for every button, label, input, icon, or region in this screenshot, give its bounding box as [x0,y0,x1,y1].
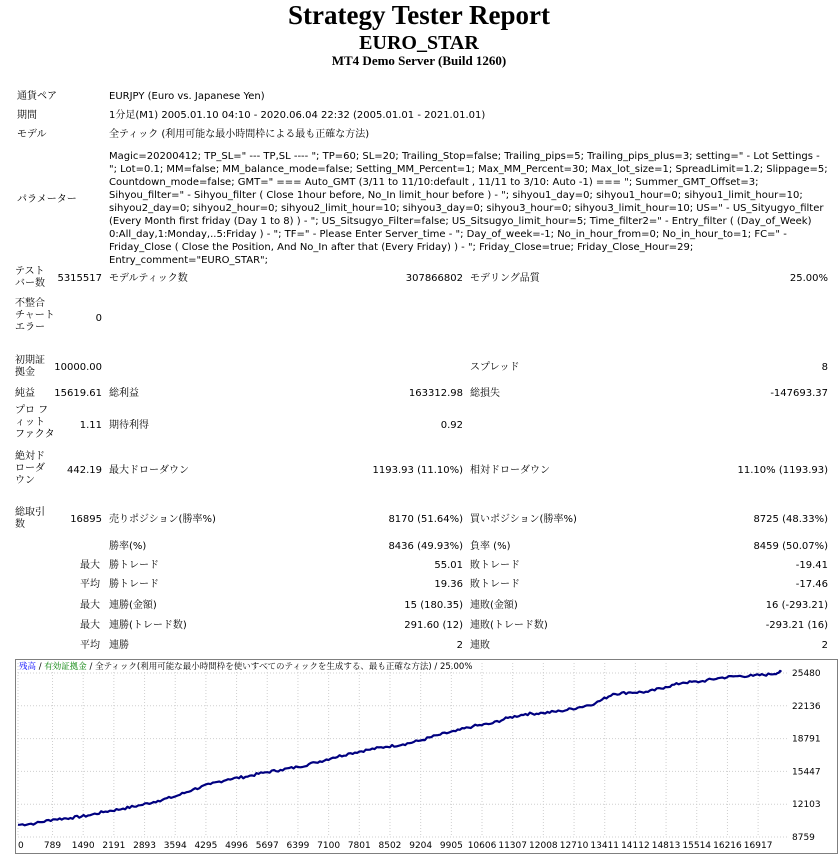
y-tick-label: 25480 [792,669,821,680]
bars-value: 5315517 [57,273,102,284]
x-tick-label: 789 [43,841,62,851]
spread-label: スプレッド [470,362,520,373]
max-consec-win-value: 15 (180.35) [404,600,463,611]
chart-border [16,660,838,854]
rel-dd-value: 11.10% (1193.93) [737,465,828,476]
mismatch-label: 不整合 チャート エラー [15,298,55,333]
x-tick-label: 14112 [621,841,650,851]
params-label: パラメーター [17,194,77,205]
x-tick-label: 16917 [743,841,773,851]
x-tick-label: 15514 [682,841,712,851]
net-value: 15619.61 [54,388,102,399]
x-axis-ticks [18,841,772,851]
deposit-value: 10000.00 [54,362,102,373]
long-value: 8725 (48.33%) [753,514,828,525]
avg-loss-value: -17.46 [795,579,828,590]
model-value: 全ティック (利用可能な最小時間枠による最も正確な方法) [109,129,370,140]
report-title: Strategy Tester Report [288,0,550,30]
trades-label: 総取引 数 [15,507,45,530]
pf-label: プロ フィット ファクタ [15,405,55,440]
y-axis-ticks [792,669,821,843]
short-label: 売りポジション(勝率%) [109,514,216,525]
avg-win-value: 19.36 [434,579,463,590]
bars-label: テスト バー数 [15,266,45,289]
max-loss-label: 敗トレード [470,560,520,571]
max-loss2-label: 連敗(トレード数) [470,620,548,631]
gross-loss-label: 総損失 [470,388,500,399]
deposit-label: 初期証 拠金 [15,355,45,378]
legend-model: 全ティック(利用可能な最小時間枠を使いすべてのティックを生成する、最も正確な方法) [95,662,432,672]
max-win-label: 勝トレード [109,560,159,571]
y-tick-label: 15447 [792,767,821,778]
pf-value: 1.11 [79,420,102,431]
rel-dd-label: 相対ドローダウン [470,465,550,476]
long-label: 買いポジション(勝率%) [470,514,577,525]
legend-sep-2: / [86,662,96,672]
loss-label: 負率 (%) [470,541,511,552]
gross-loss-value: -147693.37 [770,388,828,399]
avg-prefix: 平均 [80,579,100,590]
win-label: 勝率(%) [109,541,147,552]
x-tick-label: 16216 [713,841,742,851]
chart-legend [19,662,472,673]
x-tick-label: 4295 [194,841,218,851]
balance-line [18,671,781,825]
mismatch-value: 0 [95,313,102,324]
avg-loss-label: 敗トレード [470,579,520,590]
max-prefix-2: 最大 [80,600,100,611]
x-tick-label: 8502 [378,841,402,851]
legend-balance: 残高 [19,662,37,672]
pair-label: 通貨ペア [17,91,57,102]
x-tick-label: 4996 [225,841,249,851]
ticks-label: モデルティック数 [109,273,188,284]
gross-profit-label: 総利益 [109,388,139,399]
avg-consec-win-value: 2 [456,640,463,651]
y-tick-label: 22136 [792,701,821,712]
chart-grid [16,660,838,854]
x-tick-label: 13411 [590,841,620,851]
max-profit-label: 連勝(トレード数) [109,620,187,631]
x-tick-label: 2893 [133,841,157,851]
expected-value: 0.92 [440,420,463,431]
loss-value: 8459 (50.07%) [753,541,828,552]
x-tick-label: 14813 [651,841,681,851]
x-tick-label: 6399 [286,841,310,851]
avg-consec-loss-value: 2 [821,640,828,651]
period-label: 期間 [17,110,37,121]
gross-profit-value: 163312.98 [408,388,463,399]
avg-consec-loss-label: 連敗 [470,640,490,651]
max-prefix-3: 最大 [80,620,100,631]
trades-value: 16895 [70,514,102,525]
x-tick-label: 2191 [102,841,126,851]
avg-win-label: 勝トレード [109,579,159,590]
max-dd-value: 1193.93 (11.10%) [372,465,463,476]
max-loss-value: -19.41 [795,560,828,571]
short-value: 8170 (51.64%) [388,514,463,525]
y-tick-label: 18791 [792,734,821,745]
pair-value: EURJPY (Euro vs. Japanese Yen) [109,91,265,102]
server-name: MT4 Demo Server (Build 1260) [331,53,507,68]
balance-chart [15,659,838,854]
legend-margin: 有効証拠金 [44,662,87,672]
abs-dd-value: 442.19 [67,465,102,476]
avg-prefix-2: 平均 [80,640,100,651]
max-consec-win-label: 連勝(金額) [109,600,157,611]
legend-quality: 25.00% [439,662,473,672]
net-label: 純益 [15,388,35,399]
y-tick-label: 12103 [792,800,821,811]
expected-label: 期待利得 [109,420,149,431]
max-consec-loss-value: 16 (-293.21) [765,600,828,611]
x-tick-label: 3594 [163,841,187,851]
period-value: 1分足(M1) 2005.01.10 04:10 - 2020.06.04 22:32 (2005.01.01 - 2021.01.01) [109,110,486,121]
x-tick-label: 12710 [559,841,589,851]
max-dd-label: 最大ドローダウン [109,465,189,476]
spread-value: 8 [821,362,828,373]
avg-consec-win-label: 連勝 [109,640,129,651]
ea-name: EURO_STAR [359,32,479,54]
legend-sep-1: / [36,662,45,672]
x-tick-label: 10606 [467,841,497,851]
max-prefix: 最大 [80,560,100,571]
x-tick-label: 0 [18,841,24,851]
legend-sep-3: / [431,662,440,672]
max-loss2-value: -293.21 (16) [765,620,828,631]
params-value: Magic=20200412; TP_SL=" --- TP,SL ---- "; TP=60; SL=20; Trailing_Stop=false; Trailing_pips=5; Trailing_pips_plus=3; setting=" - Lot Settings - "; Lot=0.1; MM=false; MM_balance_mode=false; Setting_MM_Percent=1; Max_MM_Percent=30; Max_lot_size=1; SpreadLimit=1.2; Slippage=5; Countdown_mode=false; GMT=" === Auto_GMT (3/11 to 11/10:default , 11/11 to 3/10: Auto -1) === "; Summer_GMT_Offset=3; Sihyou_filter=" - Sihyou_filter ( Close 1hour before, No_In limit_hour before ) - "; sihyou1_day=0; sihyou1_hour=0; sihyou1_limit_hour=10; sihyou2_day=0; sihyou2_hour=0; sihyou2_limit_hour=10; sihyou3_day=0; sihyou3_hour=0; sihyou3_limit_hour=10; US=" - US_Sityugyo_filter (Every Month first friday (Day 1 to 8) ) - "; US_Sitsugyo_Filter=false; US_Sitsugyo_limit_hour=5; Time_filter2=" - Entry_filter ( (Day_of_Week) 0:All_day,1:Monday,..5:Friday ) - "; TF=" - Please Enter Server_time - "; Day_of_week=-1; No_in_hour_from=0; No_in_hour_to=1; FC=" - Friday_Close ( Close the Position, And No_In after that (Every Friday) ) - "; Friday_Close=true; Friday_Close_Hour=29; Entry_comment="EURO_STAR"; [109,151,828,266]
x-tick-label: 1490 [71,841,95,851]
ticks-value: 307866802 [405,273,463,284]
quality-value: 25.00% [789,273,828,284]
x-tick-label: 12008 [529,841,558,851]
win-value: 8436 (49.93%) [388,541,463,552]
max-profit-value: 291.60 (12) [404,620,463,631]
x-tick-label: 9905 [439,841,463,851]
x-tick-label: 9204 [409,841,433,851]
model-label: モデル [17,129,47,140]
x-tick-label: 7100 [317,841,341,851]
x-tick-label: 7801 [347,841,371,851]
quality-label: モデリング品質 [470,273,540,284]
x-tick-label: 11307 [498,841,528,851]
y-tick-label: 8759 [792,833,815,843]
max-consec-loss-label: 連敗(金額) [470,600,518,611]
x-tick-label: 5697 [255,841,279,851]
abs-dd-label: 絶対ド ローダ ウン [15,451,45,486]
max-win-value: 55.01 [434,560,463,571]
